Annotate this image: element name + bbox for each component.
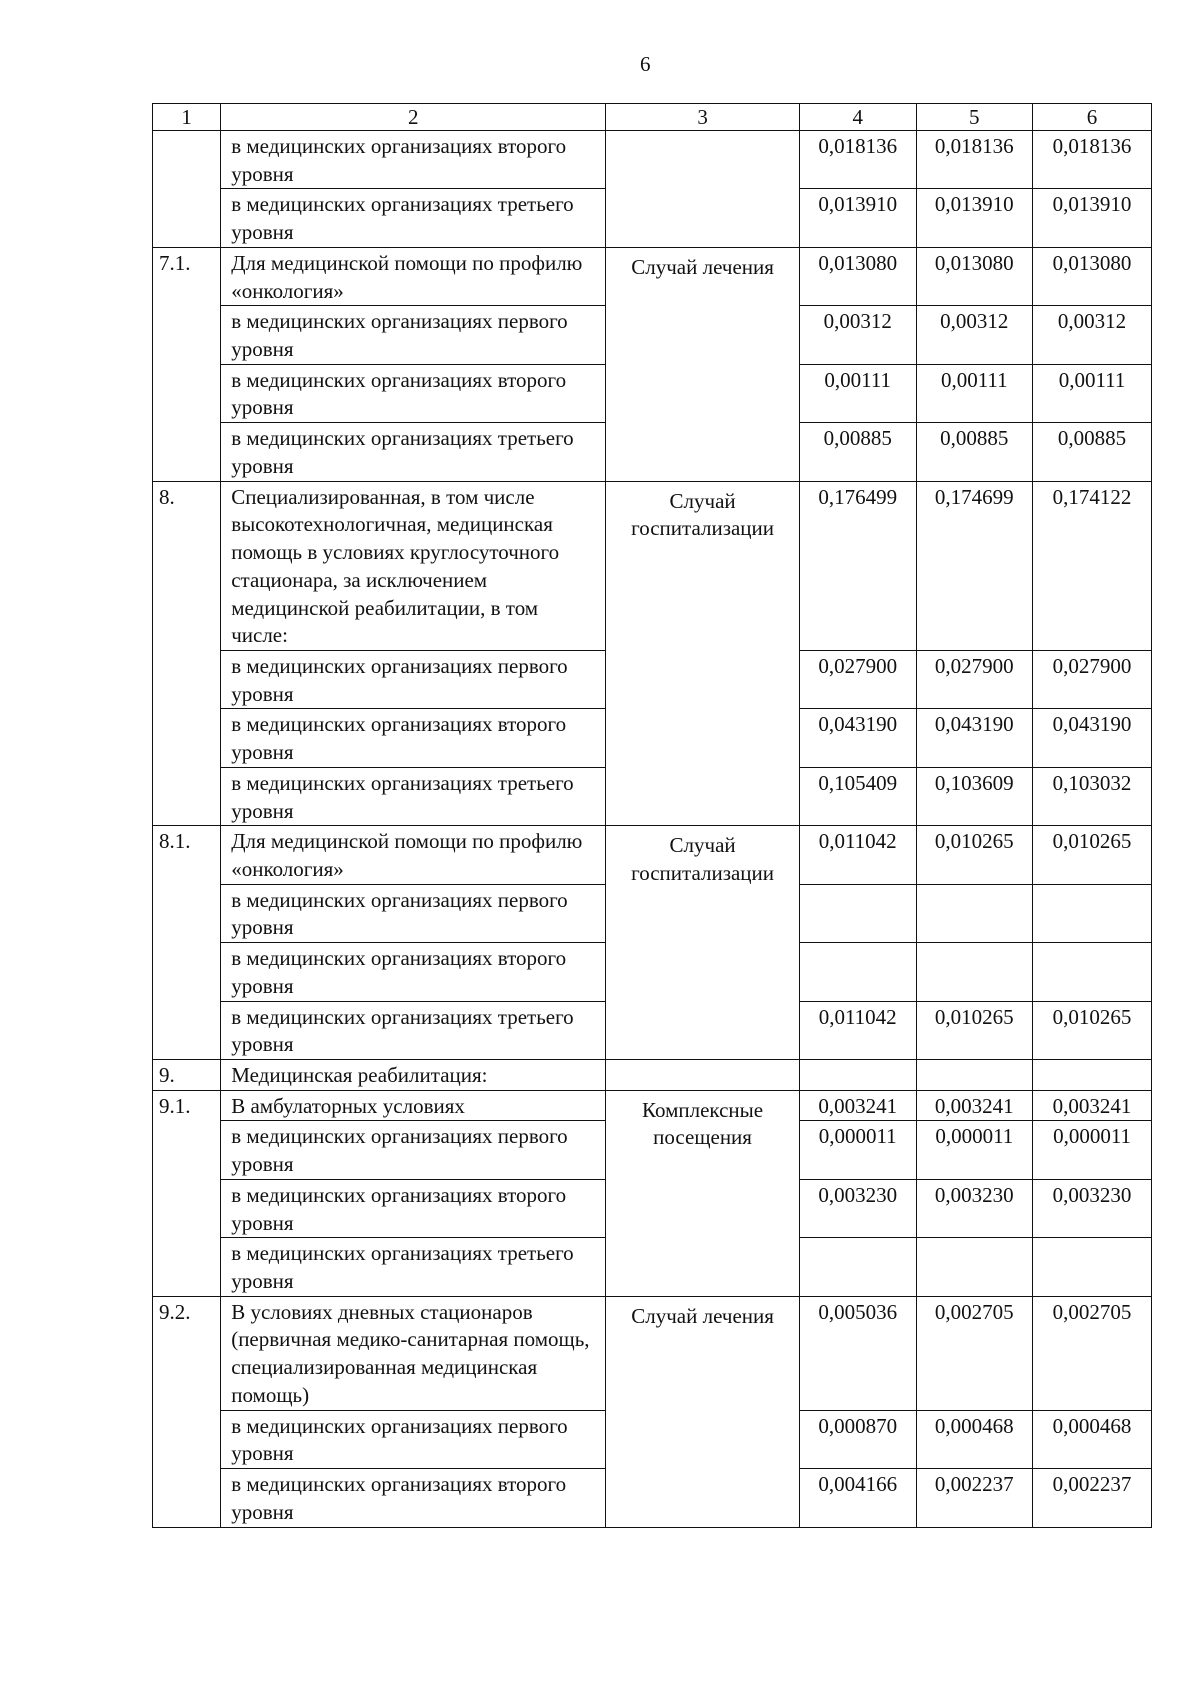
value-cell-col6: 0,00885: [1033, 423, 1152, 481]
level-label-cell: в медицинских организациях третьего уровня: [221, 767, 606, 825]
level-label-cell: в медицинских организациях второго уровня: [221, 709, 606, 767]
value-cell-col5: 0,027900: [916, 650, 1033, 708]
table-row-section: [153, 826, 1152, 884]
value-cell-col5: 0,010265: [916, 826, 1033, 884]
value-cell-col6: 0,003230: [1033, 1179, 1152, 1237]
level-label-cell: в медицинских организациях третьего уровня: [221, 423, 606, 481]
column-index-cell: 6: [1033, 104, 1152, 131]
row-number-cell: 9.: [153, 1060, 221, 1091]
value-cell-col4: 0,043190: [799, 709, 916, 767]
value-cell-col4: 0,003230: [799, 1179, 916, 1237]
value-cell-col5: 0,013080: [916, 247, 1033, 305]
value-cell-col6: 0,043190: [1033, 709, 1152, 767]
level-label-cell: в медицинских организациях первого уровня: [221, 650, 606, 708]
value-cell-col4: 0,005036: [799, 1296, 916, 1410]
value-cell-col4: 0,013080: [799, 247, 916, 305]
row-number-cell: 9.1.: [153, 1090, 221, 1296]
unit-cell: Случай лечения: [606, 1296, 800, 1527]
value-cell-col6: [1033, 943, 1152, 1001]
value-cell-col4: 0,004166: [799, 1469, 916, 1527]
value-cell-col4: [799, 1238, 916, 1296]
unit-cell: [606, 131, 800, 248]
value-cell-col5: 0,174699: [916, 481, 1033, 650]
value-cell-col5: [916, 943, 1033, 1001]
value-cell-col4: 0,105409: [799, 767, 916, 825]
unit-cell: Случай госпитализации: [606, 826, 800, 1060]
value-cell-col5: 0,00111: [916, 364, 1033, 422]
value-cell-col5: [916, 1060, 1033, 1091]
row-number-cell: [153, 131, 221, 248]
level-label-cell: в медицинских организациях второго уровня: [221, 364, 606, 422]
unit-cell: Случай госпитализации: [606, 481, 800, 826]
value-cell-col6: 0,018136: [1033, 131, 1152, 189]
value-cell-col5: 0,00885: [916, 423, 1033, 481]
row-number-cell: 8.1.: [153, 826, 221, 1060]
value-cell-col4: 0,00312: [799, 306, 916, 364]
unit-cell: Случай лечения: [606, 247, 800, 481]
value-cell-col4: 0,00885: [799, 423, 916, 481]
level-label-cell: в медицинских организациях второго уровня: [221, 1179, 606, 1237]
value-cell-col6: [1033, 884, 1152, 942]
value-cell-col6: 0,010265: [1033, 826, 1152, 884]
value-cell-col6: 0,003241: [1033, 1090, 1152, 1121]
value-cell-col6: [1033, 1060, 1152, 1091]
level-label-cell: в медицинских организациях второго уровня: [221, 131, 606, 189]
value-cell-col6: 0,027900: [1033, 650, 1152, 708]
value-cell-col6: 0,00312: [1033, 306, 1152, 364]
value-cell-col5: [916, 884, 1033, 942]
value-cell-col5: 0,003230: [916, 1179, 1033, 1237]
value-cell-col4: 0,011042: [799, 1001, 916, 1059]
value-cell-col5: 0,013910: [916, 189, 1033, 247]
unit-cell: Комплексные посещения: [606, 1090, 800, 1296]
value-cell-col6: 0,174122: [1033, 481, 1152, 650]
row-number-cell: 7.1.: [153, 247, 221, 481]
value-cell-col6: 0,103032: [1033, 767, 1152, 825]
value-cell-col5: 0,000011: [916, 1121, 1033, 1179]
value-cell-col5: 0,103609: [916, 767, 1033, 825]
column-index-cell: 3: [606, 104, 800, 131]
value-cell-col6: [1033, 1238, 1152, 1296]
level-label-cell: в медицинских организациях третьего уровня: [221, 1001, 606, 1059]
column-index-row: [153, 104, 1152, 131]
column-index-cell: 1: [153, 104, 221, 131]
value-cell-col6: 0,000011: [1033, 1121, 1152, 1179]
table-row-section: [153, 1090, 1152, 1121]
value-cell-col6: 0,000468: [1033, 1410, 1152, 1468]
level-label-cell: в медицинских организациях второго уровня: [221, 943, 606, 1001]
value-cell-col6: 0,002705: [1033, 1296, 1152, 1410]
table-row-section: [153, 247, 1152, 305]
level-label-cell: в медицинских организациях третьего уровня: [221, 1238, 606, 1296]
value-cell-col4: 0,00111: [799, 364, 916, 422]
section-label-cell: В условиях дневных стационаров (первичная медико-санитарная помощь, специализированная медицинская помощь): [221, 1296, 606, 1410]
table-row-level: [153, 131, 1152, 189]
indicator-table: [152, 103, 1152, 1528]
value-cell-col5: 0,002705: [916, 1296, 1033, 1410]
value-cell-col6: 0,002237: [1033, 1469, 1152, 1527]
value-cell-col4: 0,013910: [799, 189, 916, 247]
value-cell-col4: 0,018136: [799, 131, 916, 189]
table-row-section: [153, 1060, 1152, 1091]
value-cell-col5: 0,043190: [916, 709, 1033, 767]
section-label-cell: Для медицинской помощи по профилю «онкология»: [221, 826, 606, 884]
level-label-cell: в медицинских организациях второго уровня: [221, 1469, 606, 1527]
level-label-cell: в медицинских организациях первого уровня: [221, 1410, 606, 1468]
section-label-cell: В амбулаторных условиях: [221, 1090, 606, 1121]
value-cell-col4: [799, 884, 916, 942]
value-cell-col4: 0,003241: [799, 1090, 916, 1121]
section-label-cell: Специализированная, в том числе высокотехнологичная, медицинская помощь в условиях круглосуточного стационара, за исключением медицинской реабилитации, в том числе:: [221, 481, 606, 650]
value-cell-col6: 0,010265: [1033, 1001, 1152, 1059]
table-row-section: [153, 1296, 1152, 1410]
value-cell-col4: 0,000870: [799, 1410, 916, 1468]
value-cell-col5: 0,010265: [916, 1001, 1033, 1059]
value-cell-col4: 0,176499: [799, 481, 916, 650]
value-cell-col5: 0,000468: [916, 1410, 1033, 1468]
value-cell-col5: 0,018136: [916, 131, 1033, 189]
value-cell-col5: 0,00312: [916, 306, 1033, 364]
value-cell-col4: 0,011042: [799, 826, 916, 884]
value-cell-col4: 0,000011: [799, 1121, 916, 1179]
value-cell-col5: [916, 1238, 1033, 1296]
section-label-cell: Для медицинской помощи по профилю «онкология»: [221, 247, 606, 305]
value-cell-col6: 0,00111: [1033, 364, 1152, 422]
level-label-cell: в медицинских организациях первого уровня: [221, 306, 606, 364]
value-cell-col4: 0,027900: [799, 650, 916, 708]
value-cell-col5: 0,002237: [916, 1469, 1033, 1527]
section-label-cell: Медицинская реабилитация:: [221, 1060, 606, 1091]
level-label-cell: в медицинских организациях первого уровня: [221, 884, 606, 942]
value-cell-col4: [799, 943, 916, 1001]
unit-cell: [606, 1060, 800, 1091]
column-index-cell: 4: [799, 104, 916, 131]
value-cell-col5: 0,003241: [916, 1090, 1033, 1121]
level-label-cell: в медицинских организациях третьего уровня: [221, 189, 606, 247]
column-index-cell: 2: [221, 104, 606, 131]
row-number-cell: 8.: [153, 481, 221, 826]
value-cell-col6: 0,013080: [1033, 247, 1152, 305]
column-index-cell: 5: [916, 104, 1033, 131]
value-cell-col6: 0,013910: [1033, 189, 1152, 247]
level-label-cell: в медицинских организациях первого уровня: [221, 1121, 606, 1179]
page-number: 6: [640, 52, 651, 76]
value-cell-col4: [799, 1060, 916, 1091]
row-number-cell: 9.2.: [153, 1296, 221, 1527]
table-row-section: [153, 481, 1152, 650]
